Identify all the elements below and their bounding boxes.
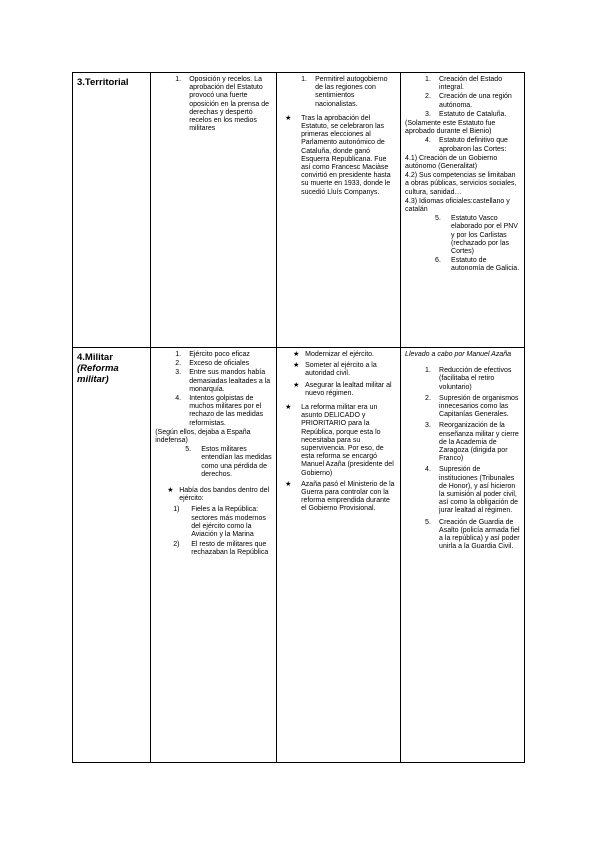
star-icon: ★	[293, 362, 300, 370]
list-item: 2) El resto de militares que rechazaban la República	[173, 541, 269, 557]
measures-cell	[401, 73, 525, 348]
note-text: (Según ellos, dejaba a España indefensa)	[155, 428, 251, 445]
list-item: 3. Estatuto de Cataluña.	[425, 110, 507, 118]
list-item: ★ Tras la aprobación del Estatuto, se celebraron las primeras elecciones al Parlamento autonómico de Cataluña, donde ganó Esquerra Republicana. Fue así como Francesc Maciàse convirtió en presidente hasta su muerte en 1933, donde le sucedió Lluís Companys.	[285, 114, 391, 196]
star-icon: ★	[167, 487, 174, 495]
list-item: ★ Someter al ejército a la autoridad civil.	[293, 362, 377, 378]
notes-list	[281, 115, 396, 197]
measures-list	[405, 215, 520, 273]
list-item: 1. Permitirel autogobierno de las regiones con sentimientos nacionalistas.	[301, 76, 388, 108]
objectives-cell	[277, 73, 401, 348]
sub-point: 4.1) Creación de un Gobierno autónomo (Generalitat)	[405, 154, 498, 171]
problems-list	[155, 76, 272, 133]
problems-list	[155, 446, 272, 479]
list-item: 3. Entre sus mandos había demasiadas lealtades a la monarquía.	[175, 369, 271, 393]
objectives-cell	[277, 348, 401, 763]
list-item: 2. Creación de una región autónoma.	[425, 93, 512, 109]
measures-list	[405, 76, 520, 119]
list-item: 4. Supresión de instituciones (Tribunales de Honor), y así hicieron la sumisión al poder civil, así como la obligación de jurar lealtad al régimen.	[425, 466, 519, 515]
problems-cell	[151, 73, 277, 348]
star-icon: ★	[285, 404, 292, 412]
table-row-militar	[73, 348, 525, 763]
list-item: ★ Azaña pasó el Ministerio de la Guerra para controlar con la reforma emprendida durante el Gobierno Provisional.	[285, 480, 395, 513]
star-icon: ★	[293, 351, 300, 358]
measures-list	[405, 137, 520, 153]
list-item: 2. Exceso de oficiales	[175, 360, 250, 368]
list-item: ★ Modernizar el ejército.	[293, 351, 375, 358]
objectives-list	[281, 351, 396, 398]
list-item: 1. Ejército poco eficaz	[175, 351, 250, 358]
list-item: 4. Estatuto definitivo que aprobaron las Cortes:	[425, 137, 508, 153]
list-item: 3. Reorganización de la enseñanza militar y cierre de la Academia de Zaragoza (dirigida por Franco)	[425, 422, 519, 463]
problems-cell	[151, 348, 277, 763]
list-item: 6. Estatuto de autonomía de Galicia.	[435, 257, 520, 273]
measures-cell	[401, 348, 525, 763]
list-item: 1. Creación del Estado integral.	[425, 76, 503, 92]
bands-sublist	[155, 506, 272, 557]
bands-list	[155, 487, 272, 503]
list-item: 2. Supresión de organismos innecesarios como las Capitanías Generales.	[425, 394, 519, 419]
list-item: 1. Oposición y recelos. La aprobación del Estatuto provocó una fuerte oposición en la prensa de derechas y despertó recelos en los medios militares	[175, 76, 269, 133]
measures-list	[405, 367, 520, 551]
list-item: 5. Estatuto Vasco elaborado por el PNV y por los Carlistas (rechazado por las Cortes)	[435, 215, 518, 256]
sub-point: 4.3) Idiomas oficiales:castellano y catalán	[405, 197, 510, 214]
row-title	[77, 351, 146, 385]
list-item: ★ Había dos bandos dentro del ejército:	[167, 487, 270, 503]
table-row-territorial	[73, 73, 525, 348]
note-text: (Solamente este Estatuto fue aprobado durante el Bienio)	[405, 120, 496, 136]
list-item: 1. Reducción de efectivos (facilitaba el retiro voluntario)	[425, 367, 512, 391]
star-icon: ★	[285, 480, 292, 488]
list-item: 1) Fieles a la República: sectores más modernos del ejército como la Aviación y la Marina	[173, 506, 266, 539]
list-item: ★ Asegurar la lealtad militar al nuevo régimen.	[293, 381, 392, 397]
notes-list	[281, 404, 396, 514]
intro-text: Llevado a cabo por Manuel Azaña	[405, 351, 512, 358]
list-item: 4. Intentos golpistas de muchos militares por el rechazo de las medidas reformistas.	[175, 395, 264, 427]
list-item: 5. Estos militares entendían las medidas como una pérdida de derechos.	[185, 446, 272, 478]
star-icon: ★	[285, 114, 292, 122]
sub-point: 4.2) Sus competencias se limitaban a obras públicas, servicios sociales, cultura, sanidad…	[405, 172, 517, 196]
problems-list	[155, 351, 272, 428]
row-title-cell	[73, 348, 151, 763]
row-title-cell	[73, 73, 151, 348]
list-item: 5. Creación de Guardia de Asalto (policía armada fiel a la república) y así poder unirla a la Guardia Civil.	[425, 518, 520, 551]
row-title-main: 4.Militar	[77, 352, 113, 363]
list-item: ★ La reforma militar era un asunto DELICADO y PRIORITARIO para la República, porque esta lo necesitaba para su supervivencia. Por eso, de esta reforma se encargó Manuel Azaña (presidente del Gobierno)	[285, 404, 394, 477]
row-title-sub: (Reforma militar)	[77, 363, 119, 385]
row-title: 3.Territorial	[77, 77, 129, 88]
reform-table	[72, 72, 525, 763]
star-icon: ★	[293, 381, 300, 389]
objectives-list	[281, 76, 396, 109]
